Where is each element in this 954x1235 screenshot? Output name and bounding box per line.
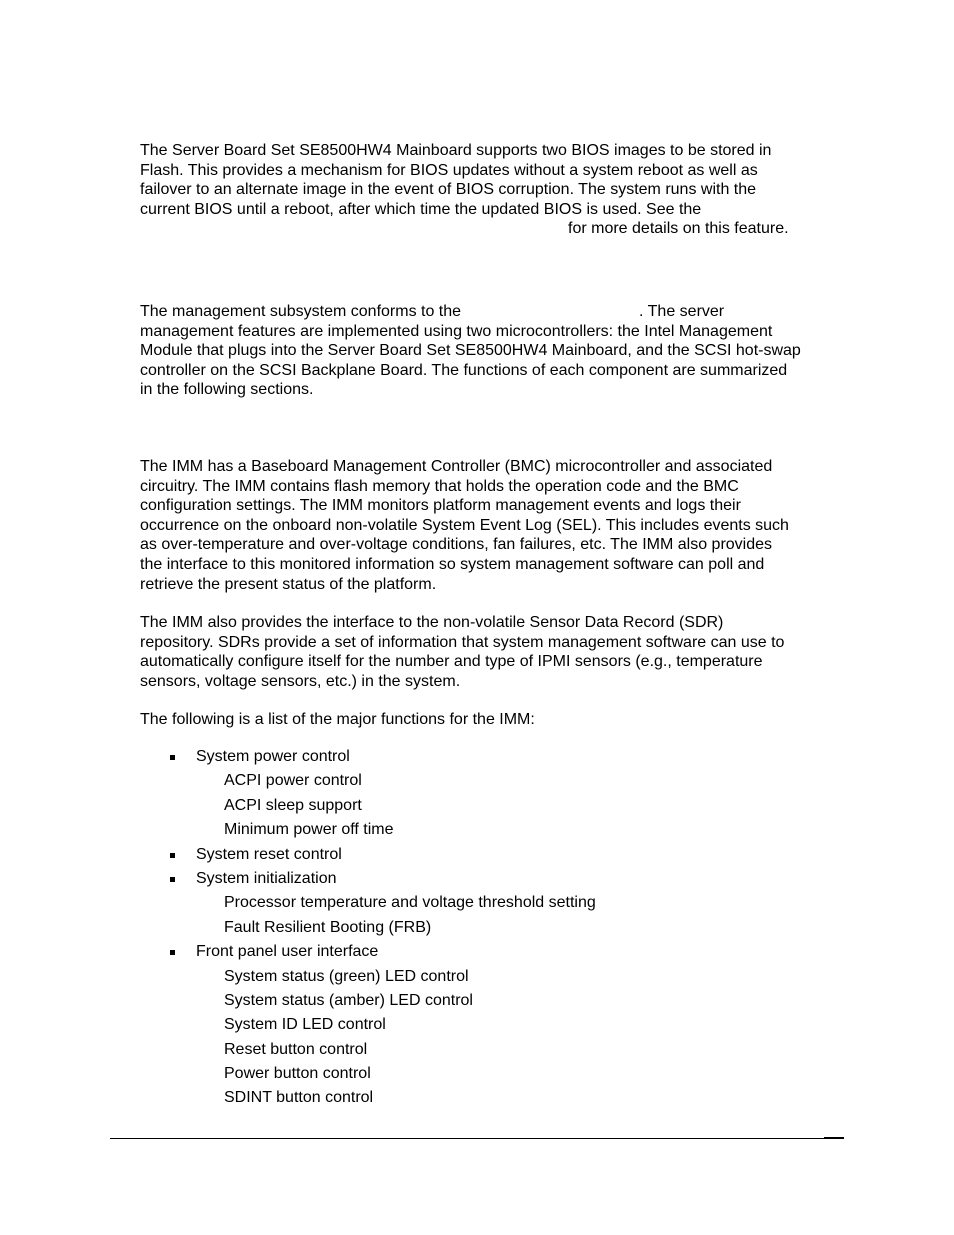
footer-rule <box>110 1138 844 1139</box>
management-subsystem-paragraph <box>140 302 842 400</box>
bios-flash-paragraph <box>140 141 842 239</box>
sub-list-item <box>140 1063 842 1087</box>
sub-list-item <box>140 1014 842 1038</box>
bullet-icon <box>170 877 175 882</box>
text-line: retrieve the present status of the platform. <box>140 575 437 593</box>
text-line: occurrence on the onboard non-volatile System Event Log (SEL). This includes events such <box>140 516 789 534</box>
list-item-text: System status (amber) LED control <box>224 991 473 1009</box>
text-line: failover to an alternate image in the event of BIOS corruption. The system runs with the <box>140 181 757 199</box>
list-item-text: ACPI sleep support <box>224 796 362 814</box>
footer-mark <box>824 1137 844 1139</box>
text-line: The IMM also provides the interface to the non-volatile Sensor Data Record (SDR) <box>140 614 724 631</box>
text-line: for more details on this feature. <box>568 220 789 238</box>
text-line: circuitry. The IMM contains flash memory that holds the operation code and the BMC <box>140 477 739 495</box>
imm-functions-list <box>140 746 842 1112</box>
list-item-text: Reset button control <box>224 1040 368 1058</box>
imm-bmc-paragraph <box>140 457 842 594</box>
list-item-text: Minimum power off time <box>224 821 394 839</box>
list-item-text: System status (green) LED control <box>224 967 469 985</box>
text-line: The IMM has a Baseboard Management Controller (BMC) microcontroller and associated <box>140 458 773 475</box>
text-line: sensors, voltage sensors, etc.) in the system. <box>140 672 461 690</box>
sub-list-item <box>140 966 842 990</box>
text-fragment: The management subsystem conforms to the <box>140 303 462 320</box>
sub-list-item <box>140 892 842 916</box>
bullet-icon <box>170 950 175 955</box>
list-item-text: SDINT button control <box>224 1089 374 1107</box>
list-item <box>140 746 842 770</box>
list-item <box>140 844 842 868</box>
text-line: in the following sections. <box>140 381 314 399</box>
list-item-text: System power control <box>196 748 350 765</box>
sub-list-item <box>140 819 842 843</box>
list-item <box>140 941 842 965</box>
text-line: The following is a list of the major functions for the IMM: <box>140 711 535 728</box>
text-line: as over-temperature and over-voltage conditions, fan failures, etc. The IMM also provides <box>140 536 773 554</box>
list-item-text: Fault Resilient Booting (FRB) <box>224 918 432 936</box>
text-line: automatically configure itself for the number and type of IPMI sensors (e.g., temperature <box>140 653 763 671</box>
bullet-icon <box>170 755 175 760</box>
text-fragment: . The server <box>639 303 725 320</box>
list-item-text: Power button control <box>224 1065 371 1083</box>
bullet-icon <box>170 853 175 858</box>
list-item <box>140 868 842 892</box>
text-line: repository. SDRs provide a set of information that system management software can use to <box>140 633 785 651</box>
list-item-text: Front panel user interface <box>196 943 379 961</box>
imm-list-intro <box>140 710 842 730</box>
text-line: Module that plugs into the Server Board Set SE8500HW4 Mainboard, and the SCSI hot-swap <box>140 342 801 360</box>
list-item-text: System initialization <box>196 869 337 887</box>
sub-list-item <box>140 795 842 819</box>
sub-list-item <box>140 770 842 794</box>
sub-list-item <box>140 1087 842 1111</box>
text-line: Flash. This provides a mechanism for BIOS updates without a system reboot as well as <box>140 161 758 179</box>
list-item-text: ACPI power control <box>224 772 362 790</box>
list-item-text: System ID LED control <box>224 1016 386 1034</box>
sub-list-item <box>140 1039 842 1063</box>
text-line: management features are implemented using two microcontrollers: the Intel Management <box>140 322 773 340</box>
list-item-text: System reset control <box>196 845 342 863</box>
text-line: configuration settings. The IMM monitors platform management events and logs their <box>140 497 741 515</box>
text-line: controller on the SCSI Backplane Board. The functions of each component are summarized <box>140 361 788 379</box>
imm-sdr-paragraph <box>140 613 842 691</box>
text-line: The Server Board Set SE8500HW4 Mainboard supports two BIOS images to be stored in <box>140 142 772 159</box>
text-line: current BIOS until a reboot, after which time the updated BIOS is used. See the <box>140 200 702 218</box>
sub-list-item <box>140 990 842 1014</box>
sub-list-item <box>140 917 842 941</box>
list-item-text: Processor temperature and voltage threshold setting <box>224 894 596 912</box>
text-line: the interface to this monitored information so system management software can poll and <box>140 555 765 573</box>
text-line <box>140 302 842 322</box>
